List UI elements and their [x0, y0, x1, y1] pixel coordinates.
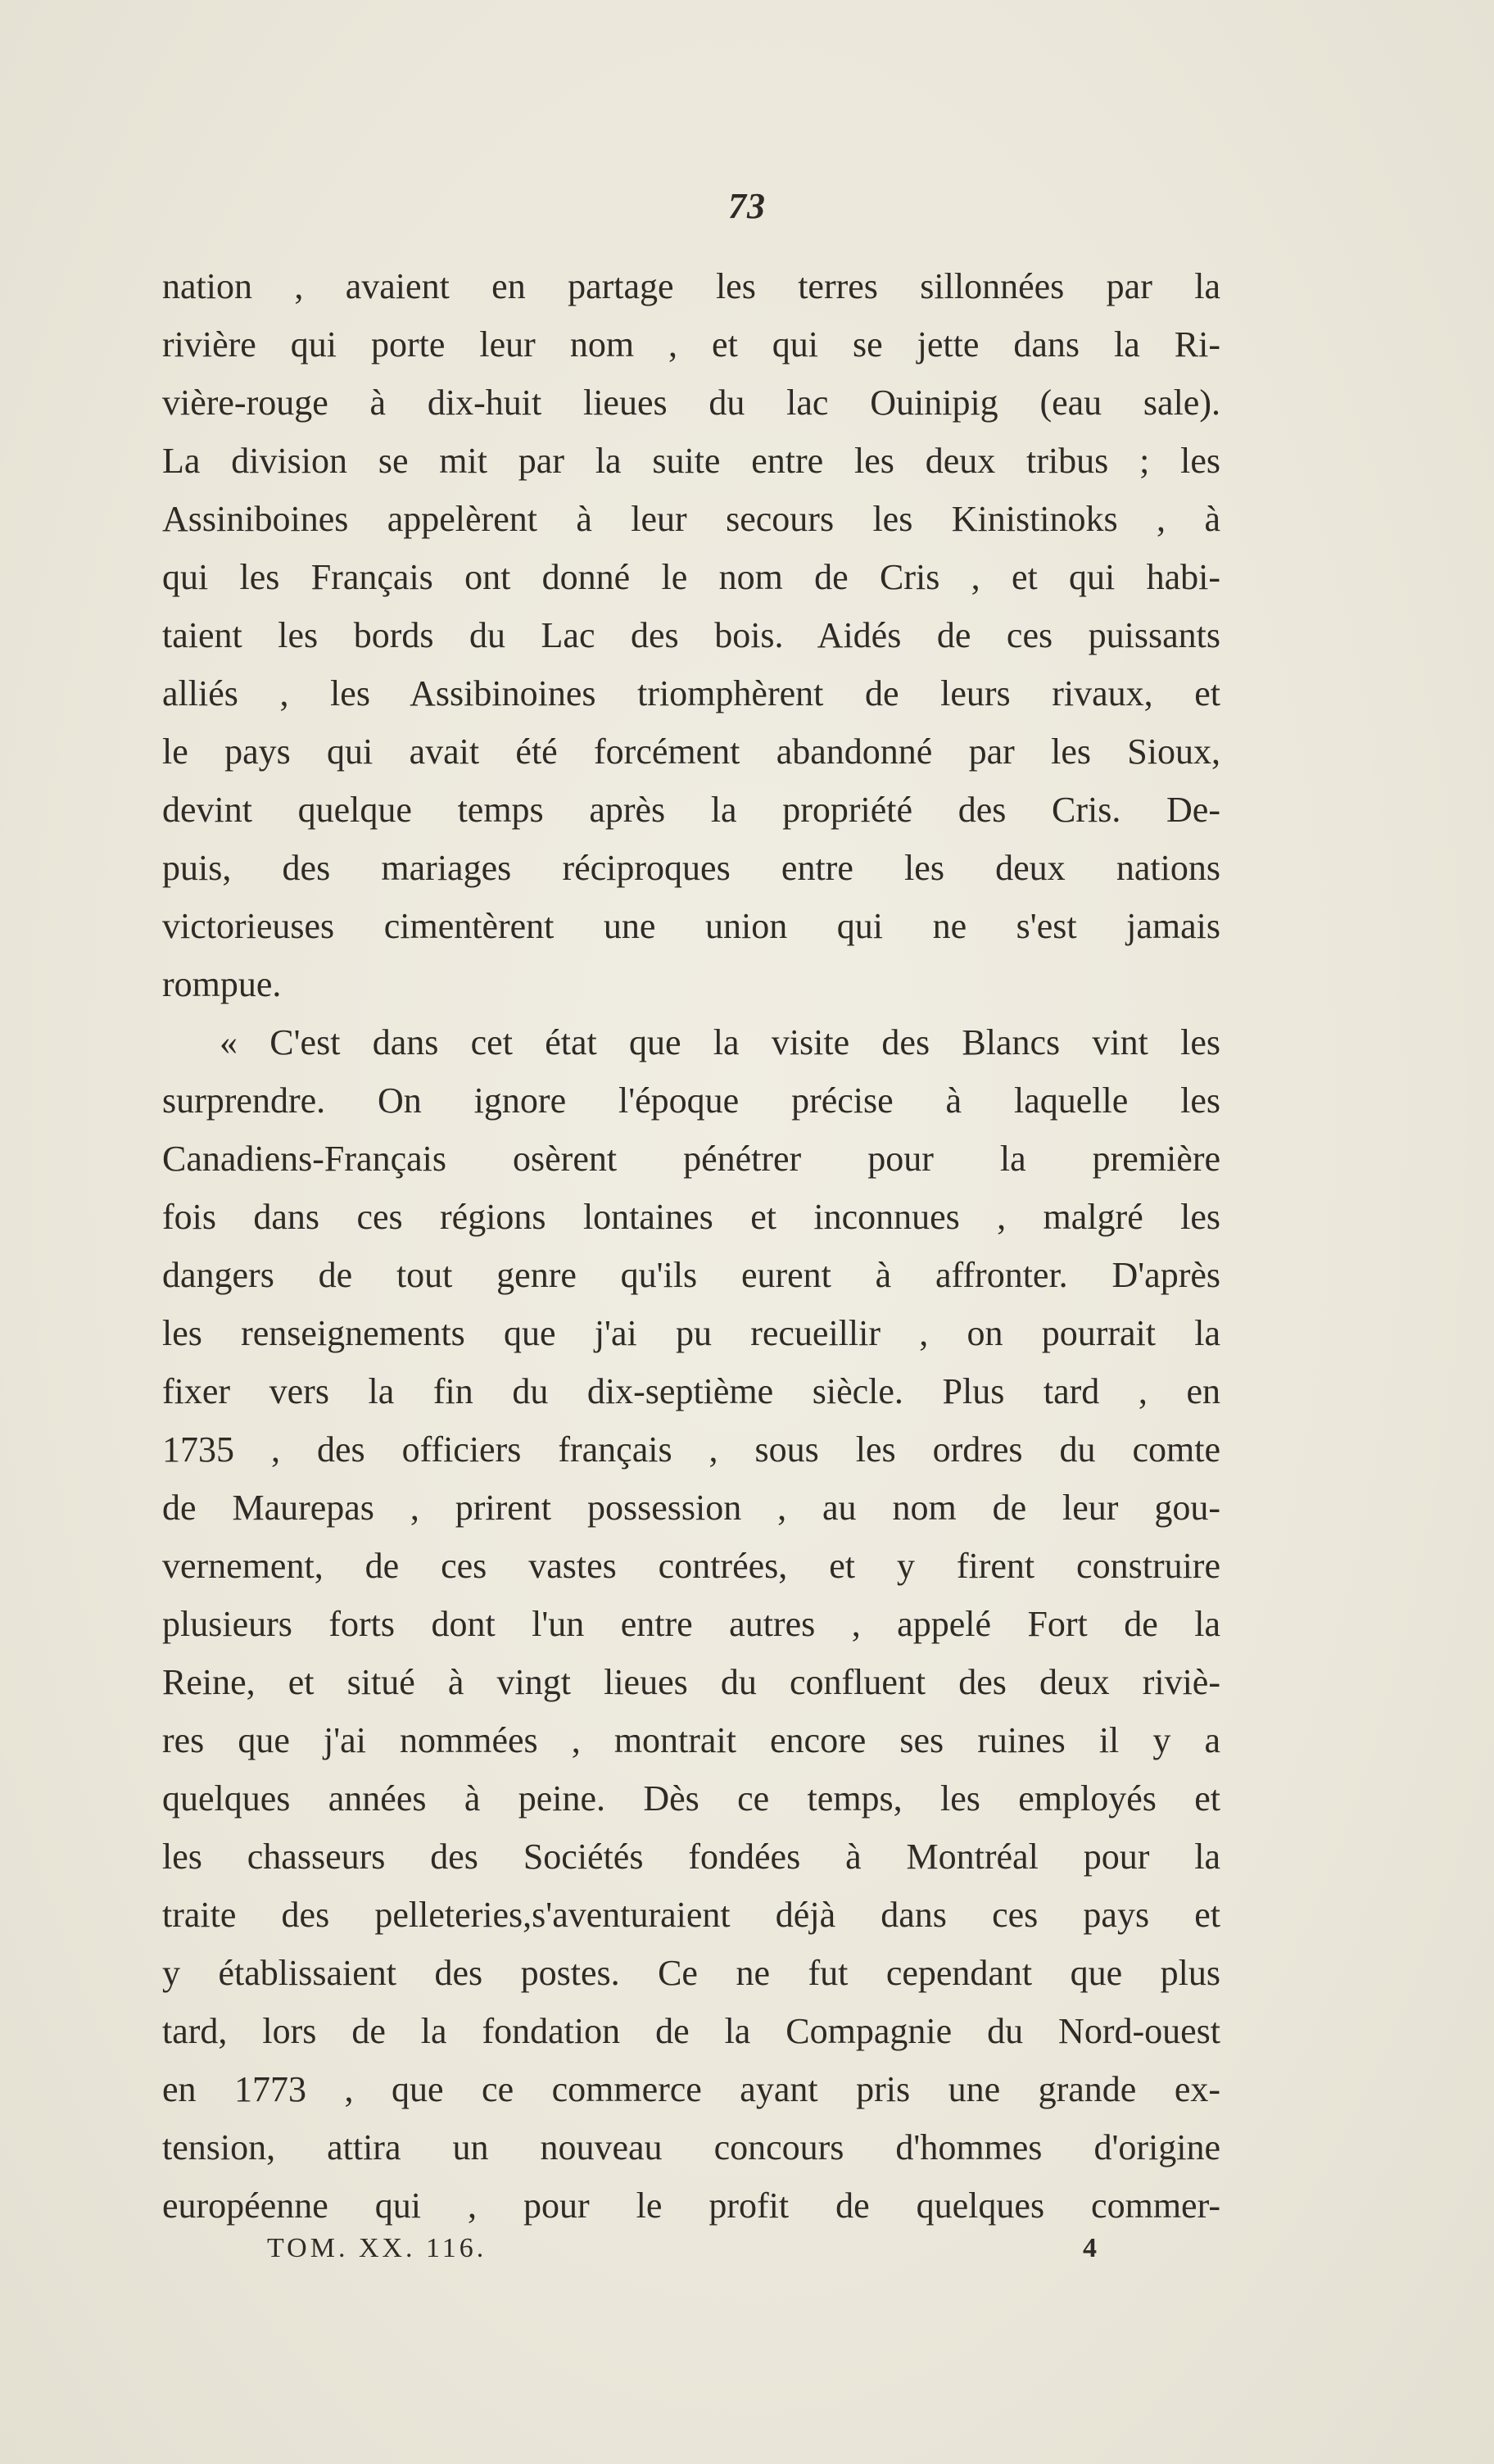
- text-line: en 1773 , que ce commerce ayant pris une grande ex-: [162, 2069, 1220, 2109]
- text-line: plusieurs forts dont l'un entre autres , appelé Fort de la: [162, 1604, 1220, 1644]
- page-number: 73: [728, 186, 766, 226]
- text-line: rivière qui porte leur nom , et qui se jette dans la Ri-: [162, 324, 1220, 365]
- text-line: dangers de tout genre qu'ils eurent à affronter. D'après: [162, 1255, 1220, 1295]
- text-line: La division se mit par la suite entre les deux tribus ; les: [162, 441, 1220, 481]
- text-line: puis, des mariages réciproques entre les deux nations: [162, 848, 1220, 888]
- gathering-number: 4: [1083, 2233, 1100, 2263]
- page-footer: [162, 2224, 1220, 2273]
- text-line: les renseignements que j'ai pu recueillir , on pourrait la: [162, 1313, 1220, 1353]
- text-line: qui les Français ont donné le nom de Cris , et qui habi-: [162, 557, 1220, 597]
- text-line: nation , avaient en partage les terres sillonnées par la: [162, 266, 1220, 306]
- text-line: tension, attira un nouveau concours d'hommes d'origine: [162, 2127, 1220, 2167]
- text-line: de Maurepas , prirent possession , au nom de leur gou-: [162, 1488, 1220, 1528]
- text-line: 1735 , des officiers français , sous les ordres du comte: [162, 1429, 1220, 1470]
- text-line: devint quelque temps après la propriété des Cris. De-: [162, 790, 1220, 830]
- text-line: traite des pelleteries,s'aventuraient déjà dans ces pays et: [162, 1895, 1220, 1935]
- text-line: Canadiens-Français osèrent pénétrer pour la première: [162, 1139, 1220, 1179]
- text-line: surprendre. On ignore l'époque précise à laquelle les: [162, 1080, 1220, 1121]
- text-line: vière-rouge à dix-huit lieues du lac Ouinipig (eau sale).: [162, 383, 1220, 423]
- text-line: Assiniboines appelèrent à leur secours les Kinistinoks , à: [162, 499, 1220, 539]
- body-text: [162, 257, 1220, 2235]
- signature-mark: TOM. XX. 116.: [267, 2233, 487, 2263]
- text-line: y établissaient des postes. Ce ne fut cependant que plus: [162, 1953, 1220, 1993]
- text-line: vernement, de ces vastes contrées, et y firent construire: [162, 1546, 1220, 1586]
- text-line: les chasseurs des Sociétés fondées à Montréal pour la: [162, 1837, 1220, 1877]
- text-line: « C'est dans cet état que la visite des Blancs vint les: [220, 1022, 1220, 1062]
- text-line: fois dans ces régions lontaines et inconnues , malgré les: [162, 1197, 1220, 1237]
- text-line: res que j'ai nommées , montrait encore ses ruines il y a: [162, 1720, 1220, 1760]
- text-line: tard, lors de la fondation de la Compagnie du Nord-ouest: [162, 2011, 1220, 2051]
- text-line: taient les bords du Lac des bois. Aidés de ces puissants: [162, 615, 1220, 655]
- text-line: quelques années à peine. Dès ce temps, les employés et: [162, 1778, 1220, 1819]
- text-line: Reine, et situé à vingt lieues du confluent des deux riviè-: [162, 1662, 1220, 1702]
- text-line: fixer vers la fin du dix-septième siècle. Plus tard , en: [162, 1371, 1220, 1411]
- text-line: alliés , les Assibinoines triomphèrent de leurs rivaux, et: [162, 673, 1220, 713]
- text-line: le pays qui avait été forcément abandonné par les Sioux,: [162, 732, 1220, 772]
- text-line: victorieuses cimentèrent une union qui ne s'est jamais: [162, 906, 1220, 946]
- text-line: rompue.: [162, 964, 282, 1004]
- text-line: européenne qui , pour le profit de quelques commer-: [162, 2185, 1220, 2226]
